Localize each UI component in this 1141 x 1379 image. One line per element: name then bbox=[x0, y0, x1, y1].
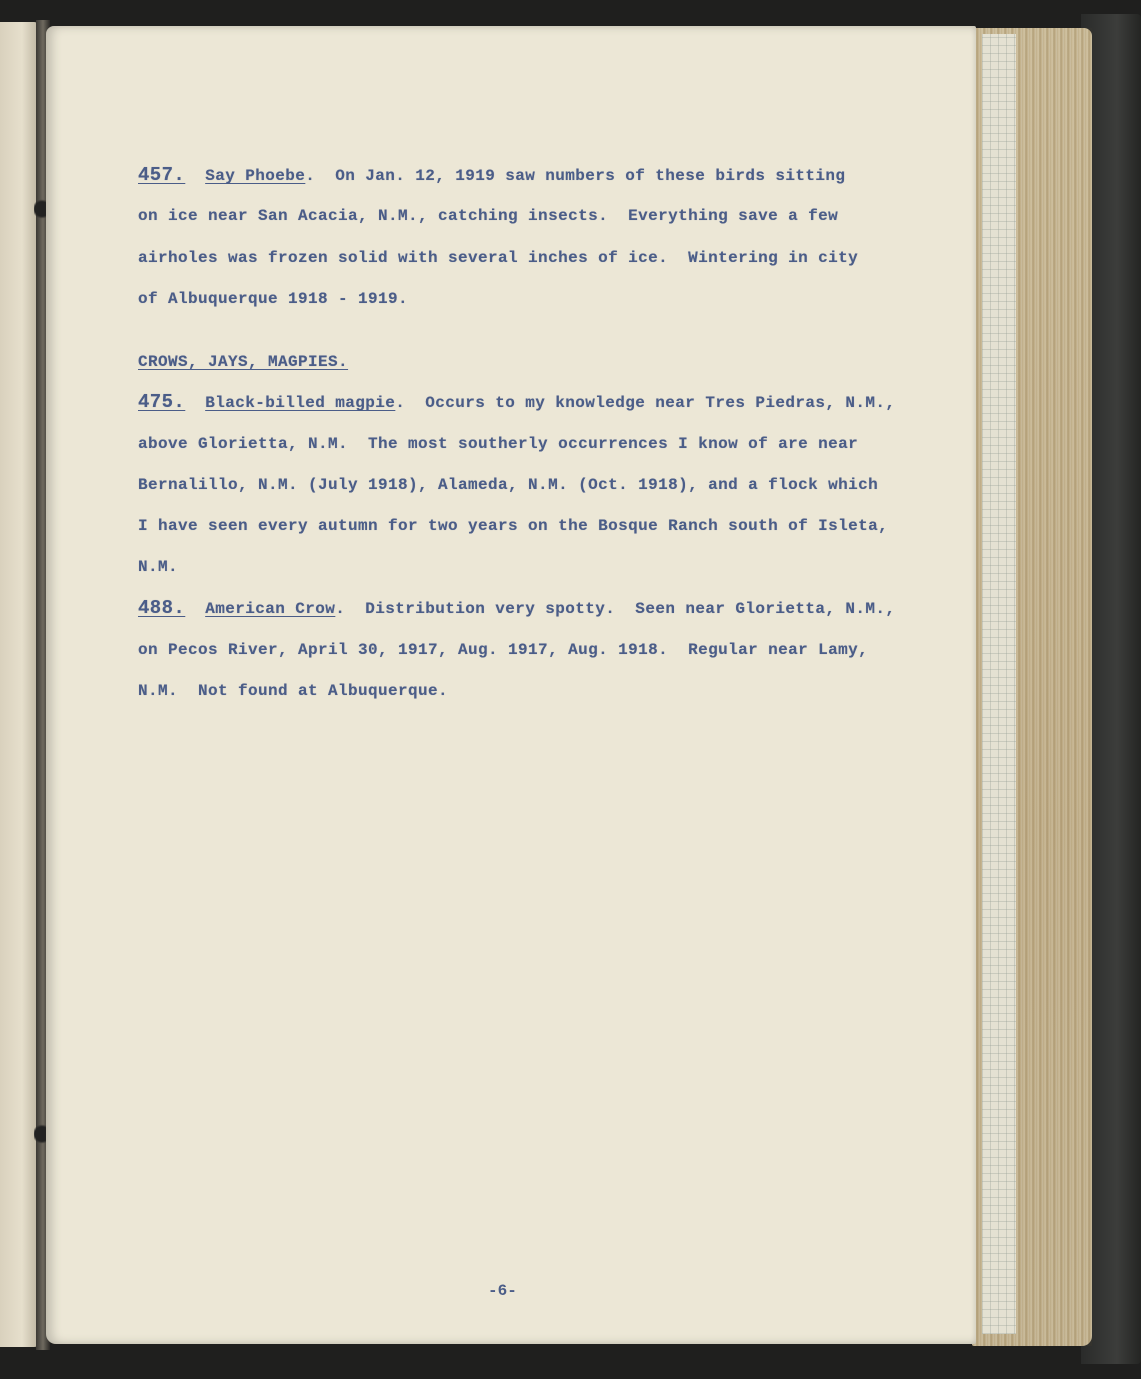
entry-species: Say Phoebe bbox=[205, 167, 306, 185]
entry-number: 488. bbox=[138, 597, 186, 619]
entry-475-line-2: above Glorietta, N.M. The most southerly occurrences I know of are near bbox=[138, 435, 859, 453]
entry-457-line-2: on ice near San Acacia, N.M., catching insects. Everything save a few bbox=[138, 207, 839, 225]
entry-488-line-3: N.M. Not found at Albuquerque. bbox=[138, 682, 449, 700]
entry-475-line-4: I have seen every autumn for two years on the Bosque Ranch south of Isleta, bbox=[138, 517, 889, 535]
entry-457-line-1: 457. Say Phoebe. On Jan. 12, 1919 saw numbers of these birds sitting bbox=[138, 164, 846, 186]
graph-paper-edge bbox=[982, 34, 1016, 1334]
section-heading: CROWS, JAYS, MAGPIES. bbox=[138, 353, 349, 371]
entry-number: 475. bbox=[138, 391, 186, 413]
entry-475-line-3: Bernalillo, N.M. (July 1918), Alameda, N.M. (Oct. 1918), and a flock which bbox=[138, 476, 879, 494]
entry-457-line-3: airholes was frozen solid with several inches of ice. Wintering in city bbox=[138, 249, 859, 267]
entry-species: Black-billed magpie bbox=[205, 394, 396, 412]
page-number: -6- bbox=[488, 1282, 517, 1300]
entry-475-line-5: N.M. bbox=[138, 558, 179, 576]
entry-457-line-4: of Albuquerque 1918 - 1919. bbox=[138, 290, 409, 308]
entry-488-line-1: 488. American Crow. Distribution very spotty. Seen near Glorietta, N.M., bbox=[138, 597, 896, 619]
entry-number: 457. bbox=[138, 164, 186, 186]
entry-species: American Crow bbox=[205, 600, 336, 618]
entry-475-line-1: 475. Black-billed magpie. Occurs to my knowledge near Tres Piedras, N.M., bbox=[138, 391, 896, 413]
entry-488-line-2: on Pecos River, April 30, 1917, Aug. 1917, Aug. 1918. Regular near Lamy, bbox=[138, 641, 869, 659]
